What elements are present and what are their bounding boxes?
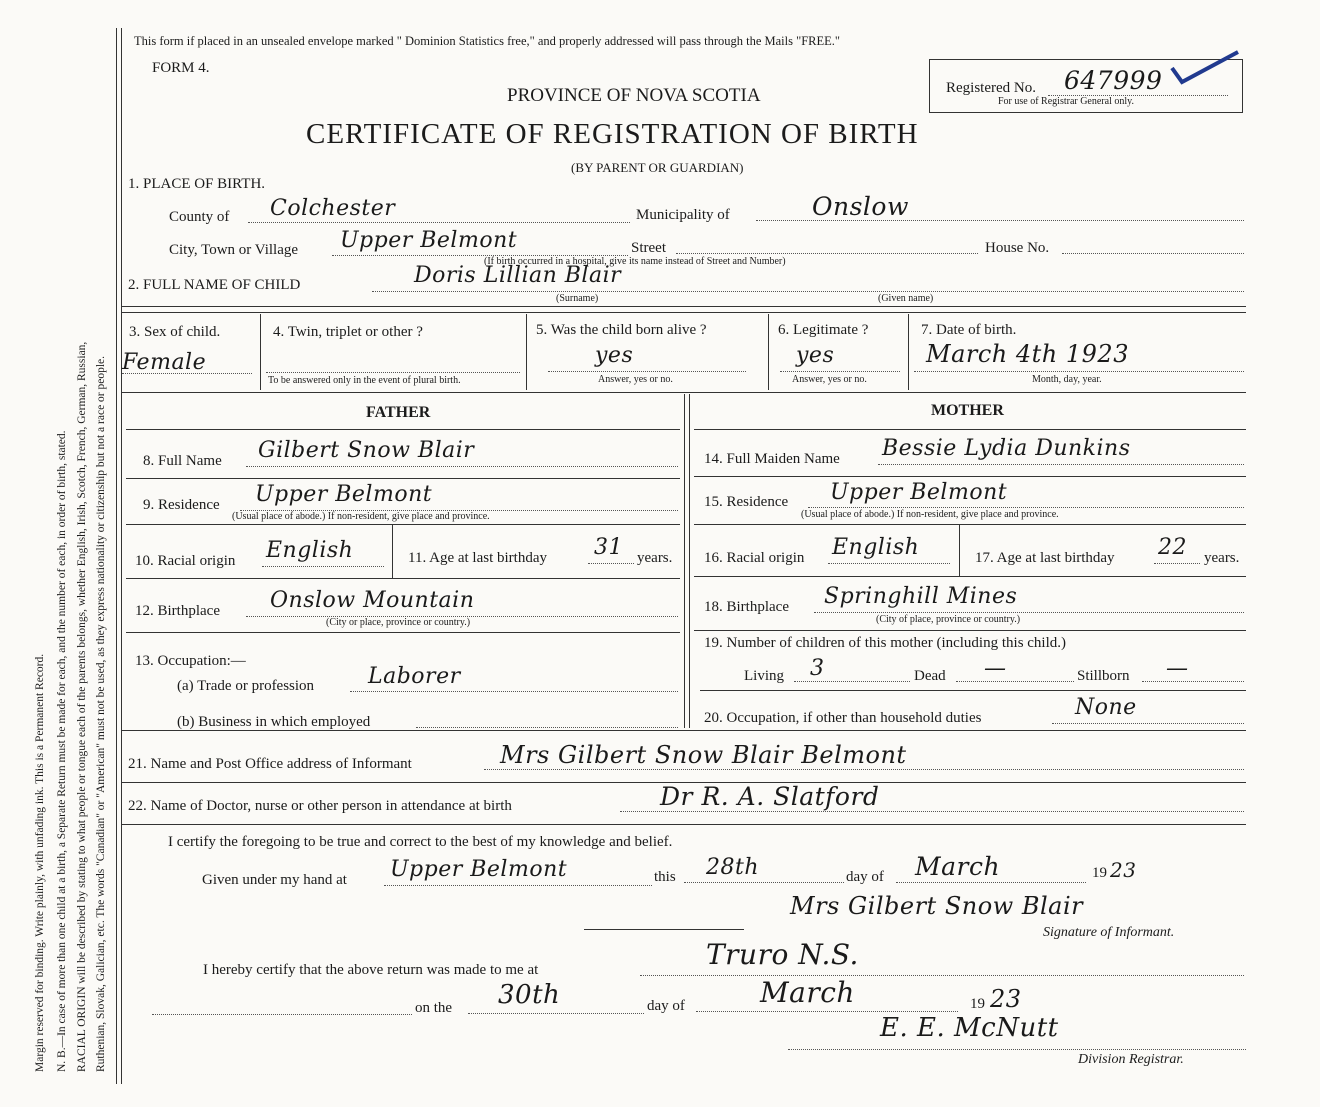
father-residence-note: (Usual place of abode.) If non-resident, give place and province.: [232, 511, 490, 522]
place-of-birth-heading: 1. PLACE OF BIRTH.: [128, 176, 266, 192]
given-day-value: 28th: [706, 855, 760, 880]
mother-birthplace-value: Springhill Mines: [824, 584, 1018, 609]
mother-age-value: 22: [1158, 535, 1187, 560]
father-name-value: Gilbert Snow Blair: [258, 438, 475, 463]
given-year-prefix: 19: [1092, 865, 1107, 881]
dob-value: March 4th 1923: [926, 340, 1129, 368]
given-month-value: March: [915, 852, 1001, 881]
father-race-label: 10. Racial origin: [135, 553, 236, 569]
street-label: Street: [631, 240, 666, 256]
municipality-label: Municipality of: [636, 207, 730, 223]
father-occupation-label: 13. Occupation:—: [135, 653, 246, 669]
sidebar-line-1: Margin reserved for binding. Write plainly, with unfading ink. This is a Permanent Record.: [34, 653, 46, 1072]
registrar-place-value: Truro N.S.: [706, 938, 859, 971]
doctor-value: Dr R. A. Slatford: [660, 782, 880, 811]
registrar-on-the-label: on the: [415, 1000, 453, 1016]
father-name-label: 8. Full Name: [143, 453, 222, 469]
registrar-year-value: 23: [990, 985, 1022, 1013]
mother-occupation-value: None: [1075, 695, 1137, 720]
registrar-year-prefix: 19: [970, 996, 985, 1012]
mother-race-label: 16. Racial origin: [704, 550, 805, 566]
given-name-note: (Given name): [878, 293, 934, 304]
father-age-value: 31: [594, 535, 623, 560]
mother-birthplace-label: 18. Birthplace: [704, 599, 789, 615]
form-number: FORM 4.: [152, 60, 210, 76]
margin-rule: [116, 28, 117, 1084]
children-count-label: 19. Number of children of this mother (including this child.): [704, 635, 1067, 651]
given-this-label: this: [654, 869, 676, 885]
twin-label: 4. Twin, triplet or other ?: [273, 324, 423, 340]
dob-note: Month, day, year.: [1032, 374, 1102, 385]
alive-label: 5. Was the child born alive ?: [536, 322, 707, 338]
county-label: County of: [169, 209, 230, 225]
stillborn-label: Stillborn: [1077, 668, 1130, 684]
sidebar-line-2: N. B.—In case of more than one child at a birth, a Separate Return must be made for each, and the number of each, in order of birth, stated.: [56, 430, 68, 1072]
mother-residence-note: (Usual place of abode.) If non-resident, give place and province.: [801, 509, 1059, 520]
registered-label: Registered No.: [946, 80, 1036, 96]
mother-occupation-label: 20. Occupation, if other than household duties: [704, 710, 982, 726]
province-heading: PROVINCE OF NOVA SCOTIA: [507, 85, 761, 106]
dob-label: 7. Date of birth.: [921, 322, 1017, 338]
registered-box: [929, 59, 1243, 113]
mother-residence-label: 15. Residence: [704, 494, 789, 510]
legitimate-value: yes: [796, 343, 835, 368]
alive-value: yes: [595, 343, 634, 368]
city-label: City, Town or Village: [169, 242, 299, 258]
checkmark-icon: [1168, 48, 1242, 88]
registrar-signature: E. E. McNutt: [880, 1013, 1059, 1043]
registered-number: 647999: [1064, 66, 1163, 95]
trade-value: Laborer: [368, 664, 461, 689]
legitimate-label: 6. Legitimate ?: [778, 322, 869, 338]
registrar-day-value: 30th: [498, 980, 561, 1010]
given-place-value: Upper Belmont: [390, 857, 568, 882]
mail-note: This form if placed in an unsealed envelope marked " Dominion Statistics free," and properly addressed will pass through the Mails "FREE.": [134, 34, 841, 48]
given-under-hand-label: Given under my hand at: [202, 872, 347, 888]
trade-label: (a) Trade or profession: [177, 678, 315, 694]
county-value: Colchester: [270, 196, 396, 221]
dead-value: —: [984, 656, 1007, 681]
father-years: years.: [637, 550, 673, 566]
father-birthplace-label: 12. Birthplace: [135, 603, 220, 619]
mother-birthplace-note: (City of place, province or country.): [876, 614, 1021, 625]
dead-label: Dead: [914, 668, 946, 684]
living-label: Living: [744, 668, 784, 684]
legitimate-note: Answer, yes or no.: [792, 374, 867, 385]
father-residence-value: Upper Belmont: [255, 482, 433, 507]
registrar-month-value: March: [760, 976, 855, 1009]
sex-label: 3. Sex of child.: [129, 324, 221, 340]
informant-signature-label: Signature of Informant.: [1043, 925, 1175, 940]
registrar-day-of-label: day of: [647, 998, 685, 1014]
father-heading: FATHER: [366, 404, 431, 421]
alive-note: Answer, yes or no.: [598, 374, 673, 385]
mother-name-label: 14. Full Maiden Name: [704, 451, 840, 467]
informant-value: Mrs Gilbert Snow Blair Belmont: [500, 741, 907, 769]
informant-signature: Mrs Gilbert Snow Blair: [790, 892, 1084, 920]
mother-race-value: English: [832, 535, 920, 560]
sidebar-line-4: Ruthenian, Slovak, Galician, etc. The words "Canadian" or "American" must not be used, as they express nationality or citizenship but not a race or people.: [95, 355, 107, 1072]
hospital-note: (If birth occurred in a hospital, give its name instead of Street and Number): [484, 256, 786, 267]
margin-rule-inner: [121, 28, 122, 1084]
child-name-label: 2. FULL NAME OF CHILD: [128, 277, 301, 293]
stillborn-value: —: [1166, 656, 1189, 681]
mother-name-value: Bessie Lydia Dunkins: [882, 436, 1131, 461]
registrar-note: For use of Registrar General only.: [998, 96, 1134, 107]
given-year-value: 23: [1110, 858, 1137, 882]
doctor-label: 22. Name of Doctor, nurse or other person in attendance at birth: [128, 798, 512, 814]
sex-value: Female: [122, 350, 207, 375]
registrar-statement: I hereby certify that the above return was made to me at: [203, 962, 539, 978]
document-title: CERTIFICATE OF REGISTRATION OF BIRTH: [306, 118, 919, 150]
father-race-value: English: [266, 538, 354, 563]
living-value: 3: [810, 656, 825, 681]
father-residence-label: 9. Residence: [143, 497, 220, 513]
given-day-of-label: day of: [846, 869, 884, 885]
twin-note: To be answered only in the event of plural birth.: [268, 375, 461, 386]
sidebar-line-3: RACIAL ORIGIN will be described by stating to what people or tongue each of the parents belongs, whether English, Irish, Scotch, French, German, Russian,: [76, 341, 88, 1072]
mother-age-label: 17. Age at last birthday: [975, 550, 1115, 566]
municipality-value: Onslow: [812, 192, 909, 221]
informant-label: 21. Name and Post Office address of Informant: [128, 756, 412, 772]
registrar-title: Division Registrar.: [1078, 1052, 1184, 1067]
mother-heading: MOTHER: [931, 402, 1004, 419]
mother-years: years.: [1204, 550, 1240, 566]
mother-residence-value: Upper Belmont: [830, 480, 1008, 505]
father-birthplace-note: (City or place, province or country.): [326, 617, 471, 628]
business-label: (b) Business in which employed: [177, 714, 371, 730]
surname-note: (Surname): [556, 293, 599, 304]
father-birthplace-value: Onslow Mountain: [270, 588, 475, 613]
certify-statement: I certify the foregoing to be true and correct to the best of my knowledge and belief.: [168, 834, 673, 850]
house-no-label: House No.: [985, 240, 1050, 256]
father-age-label: 11. Age at last birthday: [408, 550, 547, 566]
city-value: Upper Belmont: [340, 228, 518, 253]
document-subtitle: (BY PARENT OR GUARDIAN): [571, 160, 744, 175]
child-name-value: Doris Lillian Blair: [414, 263, 622, 288]
